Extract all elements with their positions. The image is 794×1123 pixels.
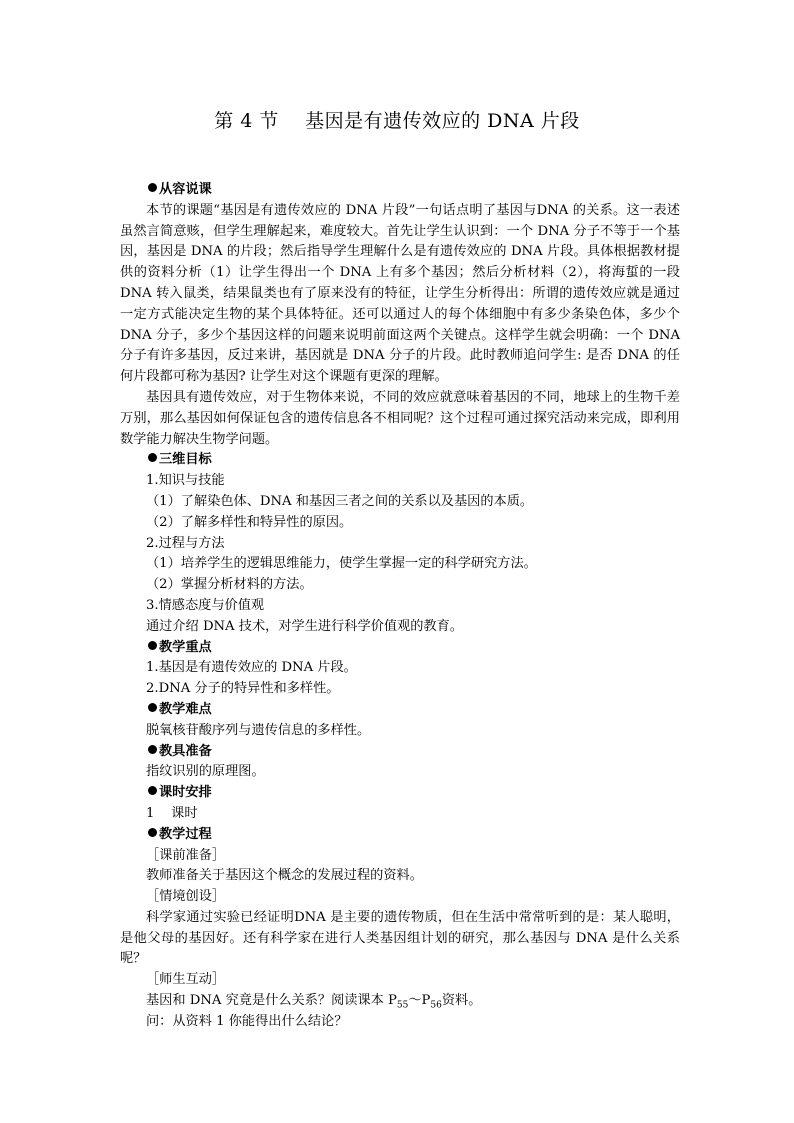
subscript: 56: [430, 1000, 442, 1011]
section-heading-zhongdian: [120, 638, 680, 659]
bracket-label: ［课前准备］: [146, 847, 226, 863]
list-item: （2）了解多样性和特异性的原因。: [146, 514, 353, 530]
bullet-icon: [148, 786, 157, 795]
paragraph: 基因具有遗传效应，对于生物体来说，不同的效应就意味着基因的不同，地球上的生物千差万别，那么基因如何保证包含的遗传信息各不相同呢？这个过程可通过探究活动来完成，即利用数学能力解决生物学问题。: [120, 389, 680, 447]
list-item: 3.情感态度与价值观: [146, 597, 265, 613]
list-item: 2.过程与方法: [146, 535, 225, 551]
list-item: 问：从资料 1 你能得出什么结论？: [146, 1013, 348, 1029]
text-segment: 基因和 DNA 究竟是什么关系？阅读课本 P: [146, 993, 397, 1009]
heading-text: 从容说课: [159, 182, 212, 197]
bullet-icon: [148, 745, 157, 754]
bullet-icon: [148, 453, 157, 462]
heading-text: 三维目标: [159, 452, 212, 468]
section-heading-jiaoju: [120, 742, 680, 763]
document-body: [120, 180, 680, 1033]
list-item: （1）了解染色体、DNA 和基因三者之间的关系以及基因的本质。: [146, 493, 534, 509]
list-item: 通过介绍 DNA 技术，对学生进行科学价值观的教育。: [146, 618, 463, 634]
list-item: 1.基因是有遗传效应的 DNA 片段。: [146, 660, 357, 676]
list-item: 1 课时: [146, 805, 198, 821]
list-item: 2.DNA 分子的特异性和多样性。: [146, 681, 340, 697]
list-item: （1）培养学生的逻辑思维能力，使学生掌握一定的科学研究方法。: [146, 556, 537, 572]
bracket-label: ［师生互动］: [146, 972, 226, 988]
bullet-icon: [148, 828, 157, 837]
list-item: [120, 991, 680, 1012]
page-title: 第 4 节 基因是有遗传效应的 DNA 片段: [214, 110, 580, 132]
section-heading-guocheng: [120, 825, 680, 846]
list-item: 脱氧核苷酸序列与遗传信息的多样性。: [146, 722, 371, 738]
bullet-icon: [148, 641, 157, 650]
heading-text: 教学难点: [159, 701, 212, 717]
list-item: 1.知识与技能: [146, 473, 225, 489]
list-item: 指纹识别的原理图。: [146, 764, 265, 780]
section-heading-keshi: [120, 783, 680, 804]
text-segment: ～P: [408, 993, 431, 1009]
heading-text: 课时安排: [159, 785, 212, 801]
section-heading-congrong: [120, 180, 680, 201]
paragraph: 本节的课题“基因是有遗传效应的 DNA 片段”一句话点明了基因与DNA 的关系。这一表述虽然言简意赅，但学生理解起来，难度较大。首先让学生认识到：一个 DNA 分子不等于一个基因，基因是 DNA 的片段；然后指导学生理解什么是有遗传效应的 DNA 片段。具体根据教材提供的资料分析（1）让学生得出一个 DNA 上有多个基因；然后分析材料（2），将海蜇的一段 DNA 转入鼠类，结果鼠类也有了原来没有的特征，让学生分析得出：所谓的遗传效应就是通过一定方式能决定生物的某个具体特征。还可以通过人的每个体细胞中有多少条染色体，多少个 DNA 分子，多少个基因这样的问题来说明前面这两个关键点。这样学生就会明确：一个 DNA 分子有许多基因，反过来讲，基因就是 DNA 分子的片段。此时教师追问学生: 是否 DNA 的任何片段都可称为基因? 让学生对这个课题有更深的理解。: [120, 202, 680, 385]
paragraph: 科学家通过实验已经证明DNA 是主要的遗传物质，但在生活中常常听到的是：某人聪明，是他父母的基因好。还有科学家在进行人类基因组计划的研究，那么基因与 DNA 是什么关系呢？: [120, 909, 680, 967]
section-heading-sanwei: [120, 450, 680, 471]
heading-text: 教学过程: [159, 826, 212, 842]
heading-text: 教学重点: [159, 639, 212, 655]
text-segment: 资料。: [441, 993, 482, 1009]
subscript: 55: [396, 1000, 409, 1011]
bullet-icon: [148, 183, 157, 192]
bracket-label: ［情境创设］: [146, 889, 226, 905]
list-item: 教师准备关于基因这个概念的发展过程的资料。: [146, 868, 423, 884]
heading-text: 教具准备: [159, 743, 212, 759]
bullet-icon: [148, 703, 157, 712]
section-heading-nandian: [120, 700, 680, 721]
list-item: （2）掌握分析材料的方法。: [146, 577, 313, 593]
